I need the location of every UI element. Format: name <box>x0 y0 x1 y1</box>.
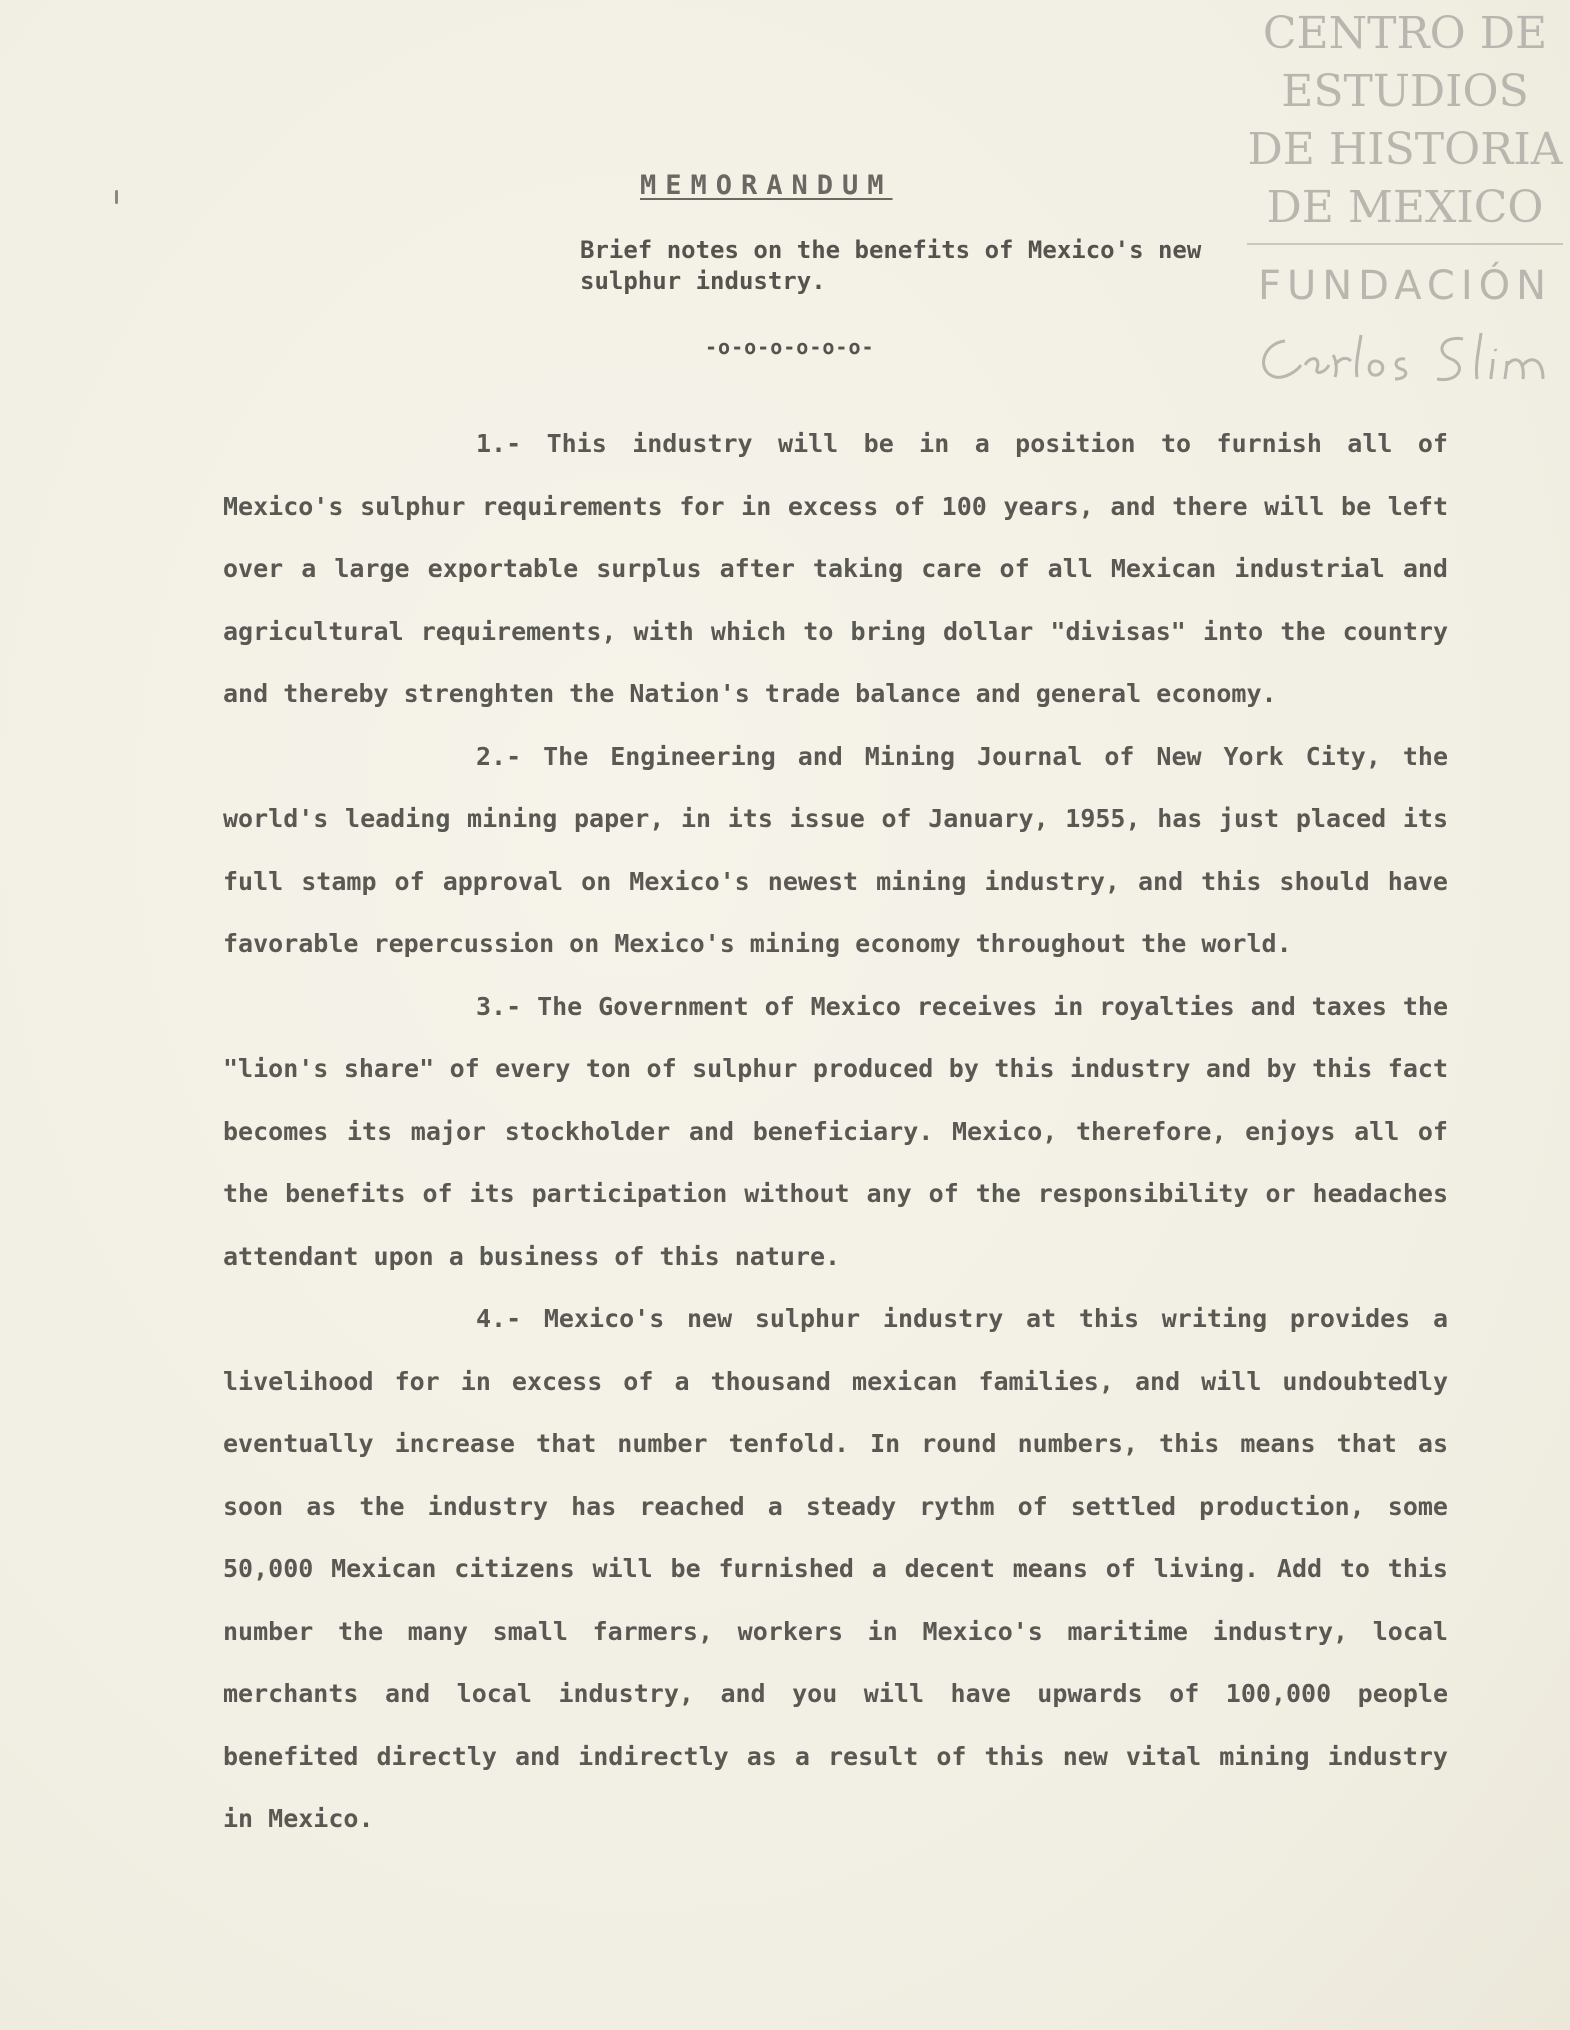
paragraph-4: 4.- Mexico's new sulphur industry at this writing provides a livelihood for in excess of a thousand mexican families, and will undoubtedly eventually increase that number tenfold. In round numbers, this means that as soon as the industry has reached a steady rythm of settled production, some 50,000 Mexican citizens will be furnished a decent means of living. Add to this number the many small farmers, workers in Mexico's maritime industry, local merchants and local industry, and you will have upwards of 100,000 people benefited directly and indirectly as a result of this new vital mining industry in Mexico. <box>223 1304 1448 1833</box>
watermark-line-4: DE MEXICO <box>1266 182 1544 233</box>
archive-watermark <box>1245 5 1565 391</box>
memo-body <box>223 413 1448 1851</box>
signature-logo <box>1245 321 1561 391</box>
paragraph-3: 3.- The Government of Mexico receives in royalties and taxes the "lion's share" of every ton of sulphur produced by this industry and by this fact becomes its major stockholder and beneficiary. Mexico, therefore, enjoys all of the benefits of its participation without any of the responsibility or headaches attendant upon a business of this nature. <box>223 991 1448 1271</box>
watermark-divider <box>1247 243 1563 245</box>
memo-subtitle: Brief notes on the benefits of Mexico's new sulphur industry. <box>580 236 1202 295</box>
watermark-line-3: DE HISTORIA <box>1247 124 1563 175</box>
watermark-foundation: FUNDACIÓN <box>1257 263 1553 309</box>
memo-title: MEMORANDUM <box>640 170 893 201</box>
paragraph-2: 2.- The Engineering and Mining Journal of New York City, the world's leading mining paper, in its issue of January, 1955, has just placed its full stamp of approval on Mexico's newest mining industry, and this should have favorable repercussion on Mexico's mining economy throughout the world. <box>223 741 1448 958</box>
watermark-line-2: ESTUDIOS <box>1281 66 1529 117</box>
ornament-divider: -o-o-o-o-o-o- <box>705 335 875 359</box>
paragraph-1: 1.- This industry will be in a position to furnish all of Mexico's sulphur requirements for in excess of 100 years, and there will be left over a large exportable surplus after taking care of all Mexican industrial and agricultural requirements, with which to bring dollar "divisas" into the country and thereby strenghten the Nation's trade balance and general economy. <box>223 429 1448 708</box>
margin-mark <box>115 190 118 204</box>
watermark-line-1: CENTRO DE <box>1262 8 1548 59</box>
